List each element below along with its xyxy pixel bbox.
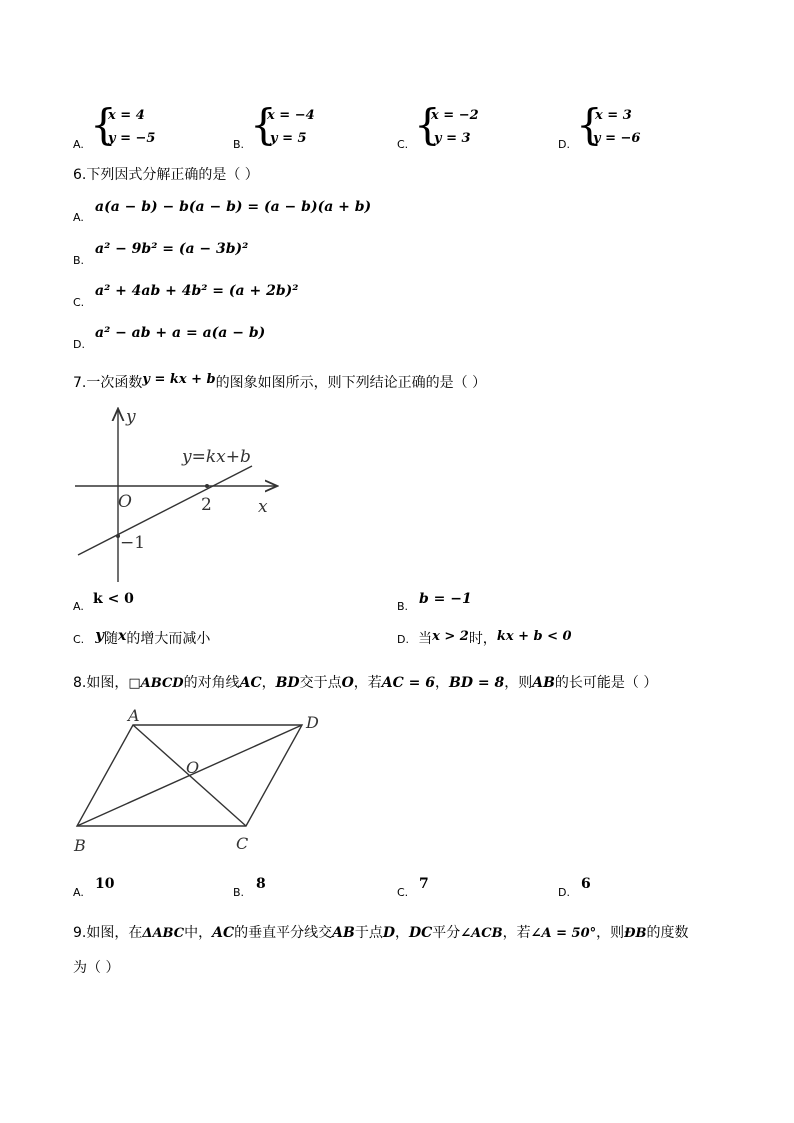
q7-option-c-letter: C. <box>73 633 85 646</box>
q9-stem-text: ， <box>394 925 409 941</box>
center-o-label: O <box>186 758 200 777</box>
q9-stem-text: ，若 <box>502 925 531 941</box>
q7-option-d-math2: kx + b < 0 <box>496 629 572 644</box>
q8-stem-math: AB <box>532 675 555 691</box>
q7-graph <box>70 400 290 590</box>
q9-stem-text: 的垂直平分线交 <box>234 925 333 941</box>
q7-option-a-letter: A. <box>73 600 84 613</box>
q6-stem: 6.下列因式分解正确的是（ ） <box>73 167 259 183</box>
q8-option-b-letter: B. <box>233 886 245 899</box>
q8-stem-math: BD <box>275 675 300 691</box>
vertex-a-label: A <box>128 706 140 725</box>
q7-option-a-math: k < 0 <box>93 591 134 607</box>
q5-option-a-eq1: x = 4 <box>108 108 145 123</box>
q9-stem-line1 <box>73 922 688 942</box>
q7-option-b-math: b = −1 <box>419 591 472 607</box>
function-line <box>78 466 252 555</box>
q6-option-d-expr: a² − ab + a = a(a − b) <box>95 325 266 341</box>
line-label: y=kx+b <box>182 447 251 467</box>
q5-option-b-eq1: x = −4 <box>267 108 315 123</box>
q9-stem-text: ，则 <box>596 925 625 941</box>
q6-option-b-letter: B. <box>73 254 85 267</box>
q6-option-d-letter: D. <box>73 338 85 351</box>
q7-stem-pre: 7.一次函数 <box>73 375 143 391</box>
q8-stem-math: O <box>341 675 354 691</box>
q9-stem-text: 平分 <box>432 925 461 941</box>
q7-option-c <box>73 628 210 648</box>
q7-option-d-letter: D. <box>397 633 409 646</box>
q7-option-b-letter: B. <box>397 600 409 613</box>
x-axis-label: x <box>258 497 268 517</box>
vertex-b-label: B <box>74 836 86 855</box>
q8-option-c-letter: C. <box>397 886 409 899</box>
q7-option-d-math: x > 2 <box>432 629 469 644</box>
q7-option-c-text-mid: 随 <box>104 631 118 647</box>
q8-stem-math: AC <box>239 675 262 691</box>
q8-option-d-value: 6 <box>581 876 591 892</box>
q5-option-b-eq2: y = 5 <box>270 131 307 146</box>
q9-stem-line2: 为（ ） <box>73 960 120 976</box>
vertex-d-label: D <box>306 713 319 732</box>
q5-option-d-letter: D. <box>558 138 570 151</box>
q6-option-a-expr: a(a − b) − b(a − b) = (a − b)(a + b) <box>95 199 372 215</box>
x-intercept-point <box>205 484 209 488</box>
q9-stem-math: AB <box>332 925 355 941</box>
q5-option-b-letter: B. <box>233 138 245 151</box>
origin-label: O <box>118 492 132 512</box>
q8-stem-text: ，则 <box>504 675 533 691</box>
q7-option-c-math: y <box>95 626 104 644</box>
q7-option-c-text: 的增大而减小 <box>126 631 211 647</box>
q5-option-d-eq2: y = −6 <box>593 131 641 146</box>
q9-stem-text: 9.如图，在 <box>73 925 143 941</box>
q7-stem <box>73 372 486 392</box>
q9-stem-text: 的度数 <box>646 925 689 941</box>
q7-stem-math: y = kx + b <box>142 372 216 387</box>
q8-option-a-letter: A. <box>73 886 84 899</box>
q8-option-b-value: 8 <box>256 876 266 892</box>
q9-stem-text: 于点 <box>354 925 383 941</box>
q7-option-d-text-mid: 时， <box>468 631 497 647</box>
brace-icon: { <box>414 100 441 149</box>
q6-option-c-expr: a² + 4ab + 4b² = (a + 2b)² <box>95 283 299 299</box>
x-intercept-label: 2 <box>201 495 212 515</box>
q8-parallelogram-figure <box>68 706 340 856</box>
q6-option-b-expr: a² − 9b² = (a − 3b)² <box>95 241 249 257</box>
q5-option-c-eq2: y = 3 <box>434 131 471 146</box>
q5-option-c-eq1: x = −2 <box>431 108 479 123</box>
q8-stem-math: AC = 6 <box>381 675 436 691</box>
q9-stem-math: ΔABC <box>142 926 185 941</box>
brace-icon: { <box>250 100 277 149</box>
q7-option-d-text-pre: 当 <box>418 631 433 647</box>
y-intercept-label: −1 <box>120 533 146 553</box>
q6-option-c-letter: C. <box>73 296 85 309</box>
y-axis-label: y <box>126 407 136 427</box>
q6-option-a-letter: A. <box>73 211 84 224</box>
q9-stem-math: ∠A = 50° <box>530 926 597 941</box>
q5-option-c-letter: C. <box>397 138 409 151</box>
q8-stem-math: □ABCD <box>128 676 184 691</box>
q8-stem-text: ， <box>261 675 276 691</box>
q9-stem-math: D <box>382 925 395 941</box>
q8-stem-text: 交于点 <box>299 675 342 691</box>
q8-option-a-value: 10 <box>95 876 115 892</box>
q8-stem-text: ， <box>435 675 450 691</box>
q8-stem <box>73 672 657 692</box>
q9-stem-math: AC <box>212 925 235 941</box>
q8-stem-text: 的长可能是（ ） <box>554 675 658 691</box>
brace-icon: { <box>576 100 603 149</box>
q7-option-c-math2: x <box>118 628 127 644</box>
q8-stem-text: 的对角线 <box>183 675 240 691</box>
q9-stem-math: ÐB <box>624 926 647 941</box>
q5-option-d-eq1: x = 3 <box>595 108 632 123</box>
q8-option-d-letter: D. <box>558 886 570 899</box>
q8-option-c-value: 7 <box>419 876 429 892</box>
q8-stem-text: 8.如图， <box>73 675 129 691</box>
q7-option-d <box>397 628 572 648</box>
q5-option-a-letter: A. <box>73 138 84 151</box>
brace-icon: { <box>90 100 117 149</box>
q5-option-a-eq2: y = −5 <box>108 131 156 146</box>
q7-stem-post: 的图象如图所示，则下列结论正确的是（ ） <box>215 375 487 391</box>
q8-stem-text: ，若 <box>353 675 382 691</box>
q9-stem-math: DC <box>408 925 433 941</box>
q9-stem-math: ∠ACB <box>460 926 503 941</box>
vertex-c-label: C <box>236 834 249 853</box>
q8-stem-math: BD = 8 <box>449 675 505 691</box>
q9-stem-text: 中， <box>184 925 213 941</box>
